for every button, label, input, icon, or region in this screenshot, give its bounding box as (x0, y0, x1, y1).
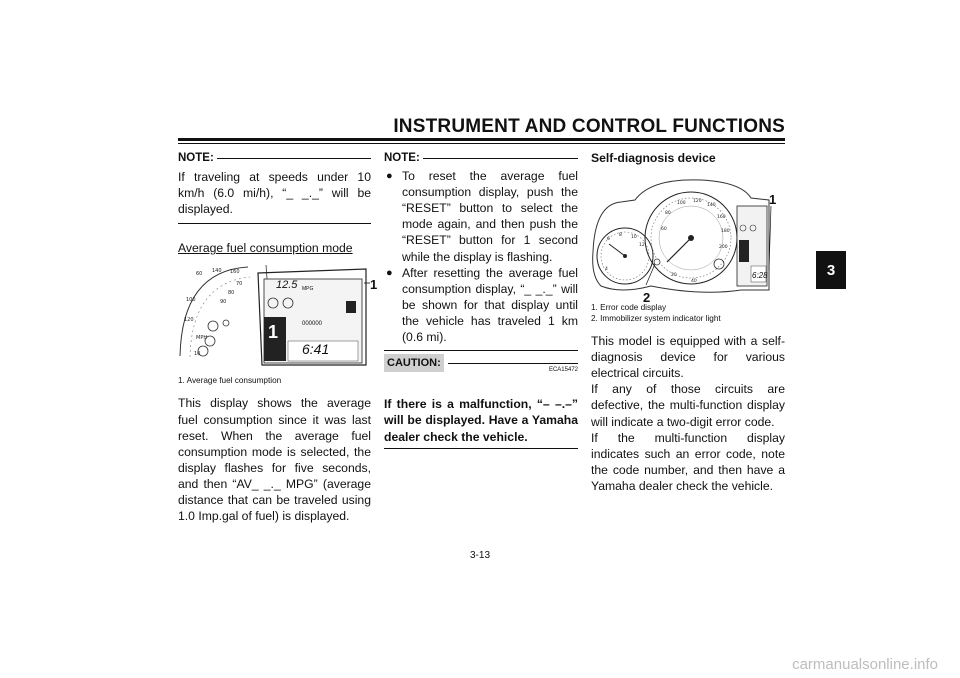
list-item (384, 265, 578, 345)
chapter-tab-number: 3 (826, 261, 836, 279)
note-label: NOTE: (384, 152, 420, 164)
column-2 (384, 150, 578, 449)
svg-text:80: 80 (665, 211, 671, 217)
svg-text:4: 4 (605, 267, 608, 273)
chapter-tab (816, 251, 846, 289)
column-1 (178, 150, 378, 524)
svg-text:120: 120 (693, 199, 702, 205)
fuel-unit: MPG (302, 286, 314, 293)
error-code-clock-readout: 6:28 (752, 271, 768, 281)
svg-text:10: 10 (631, 235, 637, 241)
figure-instrument-cluster (178, 261, 378, 371)
svg-text:90: 90 (220, 299, 227, 306)
svg-text:120: 120 (184, 317, 194, 324)
list-item (384, 168, 578, 265)
note-end-rule (384, 350, 578, 351)
note-text: If traveling at speeds under 10 km/h (6.0 mi/h), “_ _._” will be displayed. (178, 170, 371, 217)
body-paragraph-1: This model is equipped with a self-diagnosis device for various electrical circuits. (591, 334, 785, 381)
caution-badge: CAUTION: (384, 354, 444, 372)
svg-text:160: 160 (230, 269, 240, 276)
column-3 (591, 150, 785, 494)
instrument-cluster-illustration (178, 261, 371, 371)
caution-end-rule (384, 448, 578, 449)
note-heading (384, 150, 578, 166)
figure-callout-1: 1 (370, 277, 378, 293)
svg-text:MPH: MPH (196, 335, 208, 342)
header-rule-thin (178, 143, 785, 144)
fuel-consumption-value: 12.5 (276, 279, 298, 292)
note-end-rule (178, 223, 371, 224)
svg-text:140: 140 (212, 268, 222, 275)
page-number: 3-13 (469, 550, 490, 561)
bullet-text: To reset the average fuel consumption display, push the “RESET” button to select the mode again, and then push the “RESET” button for 1 second while the display is flashing. (402, 169, 578, 264)
svg-text:100: 100 (677, 201, 686, 207)
body-paragraph-2: If any of those circuits are defective, the multi-function display will indicate a two-digit error code. (591, 382, 785, 429)
svg-text:60: 60 (196, 271, 203, 278)
body-paragraph-3: If the multi-function display indicates such an error code, note the code number, and then have a Yamaha dealer check the vehicle. (591, 430, 785, 493)
odometer-readout: 000000 (302, 321, 323, 328)
svg-text:180: 180 (721, 229, 730, 235)
svg-text:100: 100 (186, 297, 196, 304)
figure-self-diagnosis (591, 172, 785, 306)
section-heading: Average fuel consumption mode (178, 241, 353, 256)
svg-text:200: 200 (719, 245, 728, 251)
note-label: NOTE: (178, 152, 214, 164)
note-heading (178, 150, 371, 166)
page-header-title: INSTRUMENT AND CONTROL FUNCTIONS (393, 116, 785, 137)
svg-text:6: 6 (607, 237, 610, 243)
clock-readout: 6:41 (302, 341, 330, 358)
svg-text:8: 8 (619, 233, 622, 239)
svg-text:10: 10 (194, 351, 201, 358)
document-code: ECA15472 (548, 367, 578, 374)
figure-caption-1: 1. Error code display (591, 303, 667, 313)
figure-callout-2: 2 (643, 290, 651, 306)
bullet-icon: ● (386, 266, 393, 279)
svg-text:20: 20 (671, 273, 677, 279)
caution-text: If there is a malfunction, “– –.–” will be displayed. Have a Yamaha dealer check the vehicle. (384, 397, 578, 444)
section-heading: Self-diagnosis device (591, 151, 716, 165)
figure-caption-2: 2. Immobilizer system indicator light (591, 314, 721, 324)
svg-text:140: 140 (707, 203, 716, 209)
svg-text:160: 160 (717, 215, 726, 221)
svg-text:12: 12 (639, 243, 645, 249)
watermark: carmanualsonline.info (792, 656, 938, 673)
header-rule (178, 138, 785, 141)
svg-text:70: 70 (236, 281, 243, 288)
svg-text:80: 80 (228, 290, 235, 297)
bullet-icon: ● (386, 170, 393, 183)
gear-indicator: 1 (268, 322, 279, 343)
figure-caption: 1. Average fuel consumption (178, 376, 282, 386)
bullet-text: After resetting the average fuel consumption display, “_ _._” will be shown for that display until the vehicle has traveled 1 km (0.6 mi). (402, 265, 578, 345)
svg-text:60: 60 (661, 227, 667, 233)
figure-callout-1: 1 (769, 192, 777, 208)
body-paragraph: This display shows the average fuel consumption since it was last reset. When the average fuel consumption mode is selected, the display flashes for five seconds, and then “AV_ _._ MPG” (average distance that can be traveled using 1.0 Imp.gal of fuel) is displayed. (178, 396, 371, 524)
svg-text:40: 40 (691, 279, 697, 285)
